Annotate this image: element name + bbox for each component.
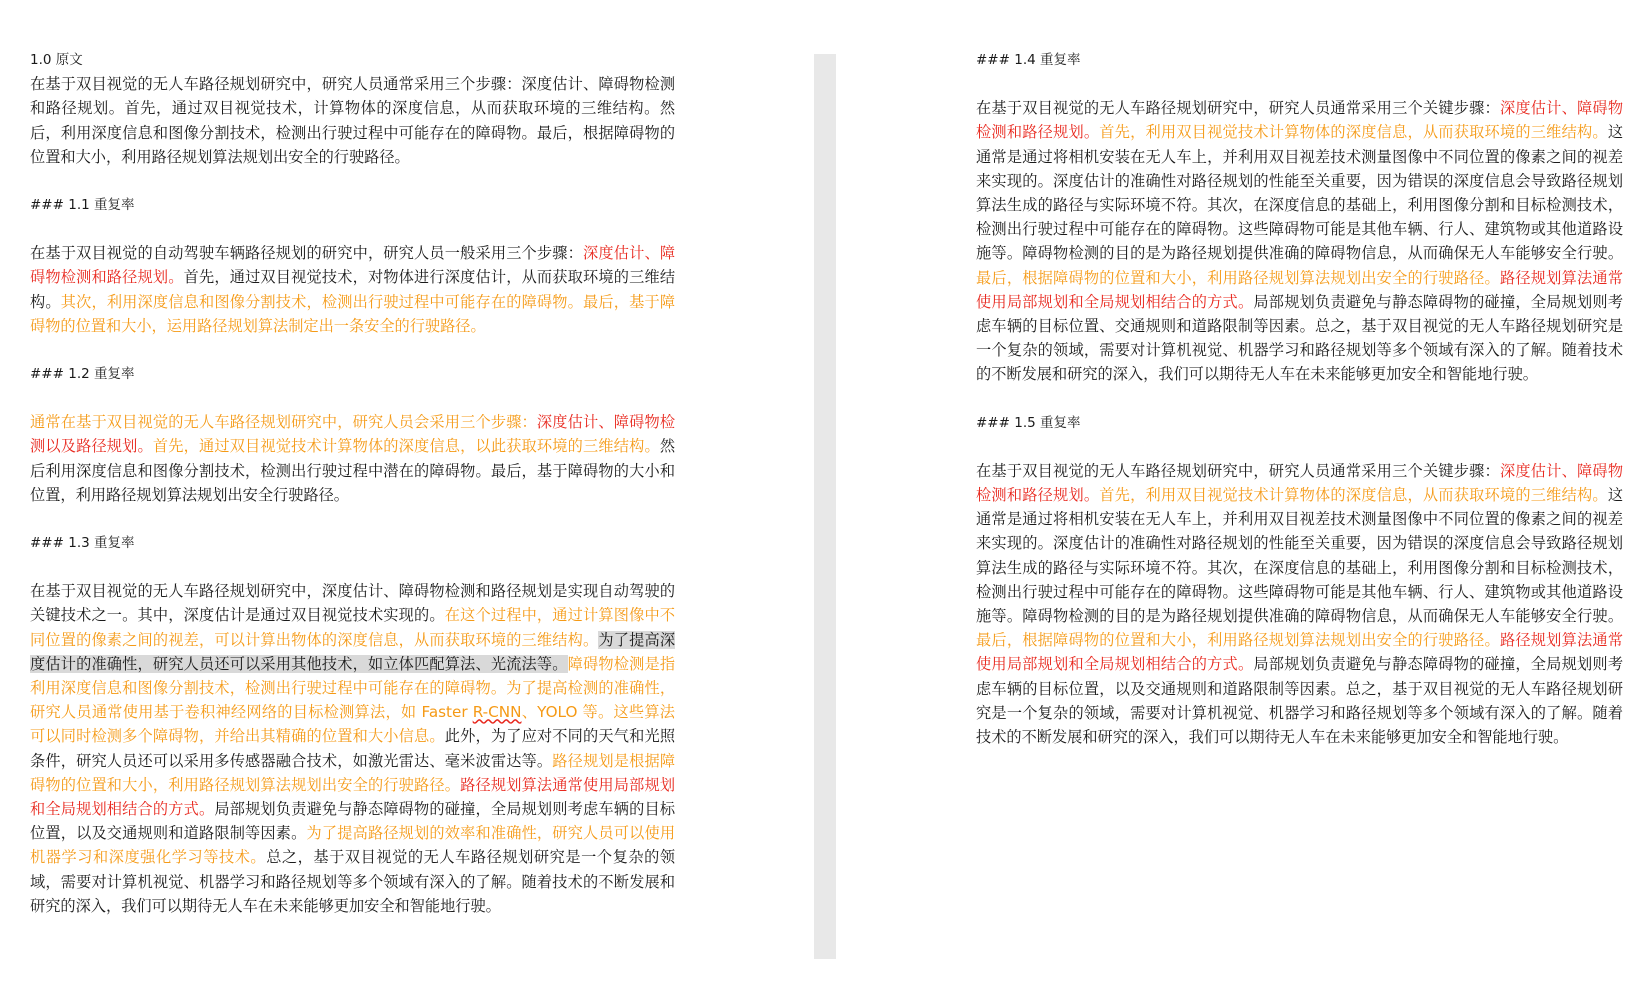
orange-duplicate-run: 首先，通过双目视觉技术计算物体的深度信息，以此获取环境的三维结构。 — [152, 437, 660, 456]
orange-duplicate-run: 在这个过程中，通过计算图像中不同位置的像素之间的视差，可以计算出物体的深度信息，从而获取环境的三维结构。 — [30, 606, 676, 649]
section-1-4-paragraph — [976, 96, 1623, 386]
text-run: 然后利用深度信息和图像分割技术，检测出行驶过程中潜在的障碍物。最后，基于障碍物的大小和位置，利用路径规划算法规划出安全行驶路径。 — [30, 437, 676, 504]
text-run: 在基于双目视觉的无人车路径规划研究中，深度估计、障碍物检测和路径规划是实现自动驾驶的关键技术之一。其中，深度估计是通过双目视觉技术实现的。 — [30, 582, 675, 625]
text-run: 这通常是通过将相机安装在无人车上，并利用双目视差技术测量图像中不同位置的像素之间的视差来实现的。深度估计的准确性对路径规划的性能至关重要，因为错误的深度信息会导致路径规划算法生成的路径与实际环境不符。其次，在深度信息的基础上，利用图像分割和目标检测技术，检测出行驶过程中可能存在的障碍物。这些障碍物可能是其他车辆、行人、建筑物或其他道路设施等。障碍物检测的目的是为路径规划提供准确的障碍物信息，从而确保无人车能够安全行驶。 — [976, 123, 1624, 263]
text-run: 局部规划负责避免与静态障碍物的碰撞，全局规划则考虑车辆的目标位置、交通规则和道路限制等因素。总之，基于双目视觉的无人车路径规划研究是一个复杂的领域，需要对计算机视觉、机器学习和路径规划等多个领域有深入的了解。随着技术的不断发展和研究的深入，我们可以期待无人车在未来能够更加安全和智能地行驶。 — [976, 292, 1624, 384]
section-1-5-heading: ### 1.5 重复率 — [976, 414, 1081, 431]
orange-duplicate-run: 障碍物检测是指利用深度信息和图像分割技术，检测出行驶过程中可能存在的障碍物。为了提高检测的准确性，研究人员通常使用基于卷积神经网络的目标检测算法，如 Faster — [30, 654, 676, 722]
text-run: 首先，通过双目视觉技术，对物体进行深度估计，从而获取环境的三维结构。 — [30, 268, 676, 311]
red-duplicate-run: 深度估计、障碍物检测和路径规划。 — [30, 244, 676, 287]
section-1-3-heading: ### 1.3 重复率 — [30, 535, 135, 552]
orange-duplicate-run: 为了提高路径规划的效率和准确性，研究人员可以使用机器学习和深度强化学习等技术。 — [30, 824, 676, 867]
original-heading: 1.0 原文 — [30, 52, 83, 68]
section-1-5-paragraph — [976, 459, 1623, 749]
section-1-1-heading: ### 1.1 重复率 — [30, 197, 135, 214]
red-duplicate-run: 路径规划算法通常使用局部规划和全局规划相结合的方式。 — [30, 775, 676, 819]
section-1-1-paragraph — [30, 241, 675, 338]
text-run: 此外，为了应对不同的天气和光照条件，研究人员还可以采用多传感器融合技术，如激光雷达、毫米波雷达等。 — [30, 727, 676, 770]
text-run: 局部规划负责避免与静态障碍物的碰撞，全局规划则考虑车辆的目标位置，以及交通规则和道路限制等因素。总之，基于双目视觉的无人车路径规划研究是一个复杂的领域，需要对计算机视觉、机器学习和路径规划等多个领域有深入的了解。随着技术的不断发展和研究的深入，我们可以期待无人车在未来能够更加安全和智能地行驶。 — [976, 655, 1624, 747]
red-duplicate-run: 深度估计、障碍物检测以及路径规划。 — [30, 413, 676, 456]
page-gutter — [814, 54, 836, 959]
orange-duplicate-run: 首先，利用双目视觉技术计算物体的深度信息，从而获取环境的三维结构。 — [1099, 123, 1608, 142]
orange-duplicate-run: 通常在基于双目视觉的无人车路径规划研究中，研究人员会采用三个步骤： — [30, 413, 537, 432]
orange-duplicate-run: 路径规划是根据障碍物的位置和大小，利用路径规划算法规划出安全的行驶路径。 — [30, 751, 676, 794]
red-duplicate-run: 深度估计、障碍物检测和路径规划。 — [976, 99, 1624, 142]
red-duplicate-run: 路径规划算法通常使用局部规划和全局规划相结合的方式。 — [976, 631, 1624, 674]
text-run: 总之，基于双目视觉的无人车路径规划研究是一个复杂的领域，需要对计算机视觉、机器学习和路径规划等多个领域有深入的了解。随着技术的不断发展和研究的深入，我们可以期待无人车在未来能够更加安全和智能地行驶。 — [30, 848, 676, 915]
orange-duplicate-run: 其次，利用深度信息和图像分割技术，检测出行驶过程中可能存在的障碍物。最后，基于障碍物的位置和大小，运用路径规划算法制定出一条安全的行驶路径。 — [30, 292, 676, 335]
orange-duplicate-run: 最后，根据障碍物的位置和大小，利用路径规划算法规划出安全的行驶路径。 — [976, 268, 1500, 287]
right-page-column — [976, 48, 1623, 749]
text-run: 在基于双目视觉的自动驾驶车辆路径规划的研究中，研究人员一般采用三个步骤： — [30, 244, 584, 263]
spellcheck-underlined-term: R-CNN — [472, 703, 522, 722]
text-run: 在基于双目视觉的无人车路径规划研究中，研究人员通常采用三个关键步骤： — [976, 461, 1500, 480]
text-run: 在基于双目视觉的无人车路径规划研究中，研究人员通常采用三个关键步骤： — [976, 99, 1500, 118]
orange-duplicate-run: 首先，利用双目视觉技术计算物体的深度信息，从而获取环境的三维结构。 — [1099, 486, 1608, 505]
original-paragraph: 在基于双目视觉的无人车路径规划研究中，研究人员通常采用三个步骤：深度估计、障碍物检测和路径规划。首先，通过双目视觉技术，计算物体的深度信息，从而获取环境的三维结构。然后，利用深度信息和图像分割技术，检测出行驶过程中可能存在的障碍物。最后，根据障碍物的位置和大小，利用路径规划算法规划出安全的行驶路径。 — [30, 75, 675, 166]
red-duplicate-run: 深度估计、障碍物检测和路径规划。 — [976, 461, 1624, 505]
section-1-3-paragraph — [30, 579, 675, 918]
orange-duplicate-run: 、YOLO 等。这些算法可以同时检测多个障碍物，并给出其精确的位置和大小信息。 — [30, 703, 675, 746]
orange-duplicate-run: 最后，根据障碍物的位置和大小，利用路径规划算法规划出安全的行驶路径。 — [976, 631, 1500, 650]
section-1-2-heading: ### 1.2 重复率 — [30, 366, 135, 383]
left-page-column — [30, 48, 675, 918]
section-1-4-heading: ### 1.4 重复率 — [976, 52, 1081, 68]
text-run: 这通常是通过将相机安装在无人车上，并利用双目视差技术测量图像中不同位置的像素之间的视差来实现的。深度估计的准确性对路径规划的性能至关重要，因为错误的深度信息会导致路径规划算法生成的路径与实际环境不符。其次，在深度信息的基础上，利用图像分割和目标检测技术，检测出行驶过程中可能存在的障碍物。这些障碍物可能是其他车辆、行人、建筑物或其他道路设施等。障碍物检测的目的是为路径规划提供准确的障碍物信息，从而确保无人车能够安全行驶。 — [976, 486, 1624, 626]
red-duplicate-run: 路径规划算法通常使用局部规划和全局规划相结合的方式。 — [976, 268, 1624, 311]
section-1-2-paragraph — [30, 410, 675, 507]
text-run: 局部规划负责避免与静态障碍物的碰撞，全局规划则考虑车辆的目标位置，以及交通规则和道路限制等因素。 — [30, 800, 676, 843]
highlighted-text-run: 为了提高深度估计的准确性，研究人员还可以采用其他技术，如立体匹配算法、光流法等。 — [30, 630, 676, 673]
